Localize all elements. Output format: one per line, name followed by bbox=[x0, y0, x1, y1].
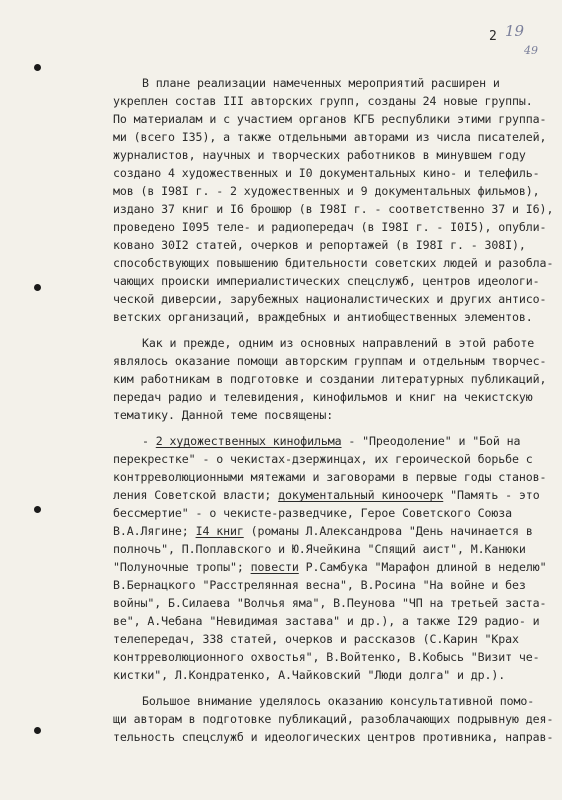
text-line: создано 4 художественных и I0 документальных кино- и телефиль- bbox=[113, 166, 540, 180]
page-number: 2 bbox=[489, 29, 497, 44]
text-line: бессмертие" - о чекисте-разведчике, Герое Советского Союза bbox=[113, 506, 513, 520]
text-line: мов (в I98I г. - 2 художественных и 9 документальных фильмов), bbox=[113, 184, 540, 198]
punch-hole bbox=[34, 506, 41, 513]
text-line: войны", Б.Силаева "Волчья яма", В.Пеунова "ЧП на третьей заста- bbox=[113, 596, 547, 610]
text-line: В.А.Лягине; I4 книг (романы Л.Александрова "День начинается в bbox=[113, 524, 533, 538]
text-line: Как и прежде, одним из основных направлений в этой работе bbox=[142, 336, 535, 350]
text-line: В.Бернацкого "Расстрелянная весна", В.Росина "На войне и без bbox=[113, 578, 526, 592]
text-line: кистки", Л.Кондратенко, А.Чайковский "Люди долга" и др.). bbox=[113, 668, 506, 682]
text-line: ветских организаций, враждебных и антиобщественных элементов. bbox=[113, 310, 533, 324]
text-line: По материалам и с участием органов КГБ республики этими группа- bbox=[113, 112, 547, 126]
text-line: В плане реализации намеченных мероприятий расширен и bbox=[142, 76, 500, 90]
text-line: способствующих повышению бдительности советских людей и разобла- bbox=[113, 256, 554, 270]
text-line: ве", А.Чебана "Невидимая застава" и др.), а также I29 радио- и bbox=[113, 614, 540, 628]
punch-hole bbox=[34, 64, 41, 71]
text-line: ми (всего I35), а также отдельными авторами из числа писателей, bbox=[113, 130, 547, 144]
text-line: перекрестке" - о чекистах-дзержинцах, их героической борьбе с bbox=[113, 452, 533, 466]
text-line: ким работникам в подготовке и создании литературных публикаций, bbox=[113, 372, 547, 386]
text-line: - 2 художественных кинофильма - "Преодоление" и "Бой на bbox=[142, 434, 521, 448]
text-line: ления Советской власти; документальный киноочерк "Память - это bbox=[113, 488, 540, 502]
text-line: ческой диверсии, зарубежных националистических и других антисо- bbox=[113, 292, 547, 306]
text-line: ковано 30I2 статей, очерков и репортажей (в I98I г. - 308I), bbox=[113, 238, 526, 252]
handwritten-page-mark-secondary: 49 bbox=[524, 44, 538, 57]
punch-hole bbox=[34, 727, 41, 734]
text-line: Большое внимание уделялось оказанию консультативной помо- bbox=[142, 694, 535, 708]
text-line: щи авторам в подготовке публикаций, разоблачающих подрывную дея- bbox=[113, 712, 554, 726]
punch-hole bbox=[34, 284, 41, 291]
text-line: контрреволюционного охвостья", В.Войтенко, В.Кобысь "Визит че- bbox=[113, 650, 540, 664]
text-line: проведено I095 теле- и радиопередач (в I98I г. - I0I5), опубли- bbox=[113, 220, 547, 234]
handwritten-page-mark: 19 bbox=[505, 22, 525, 40]
text-line: "Полуночные тропы"; повести Р.Самбука "Марафон длиной в неделю" bbox=[113, 560, 547, 574]
text-line: издано 37 книг и I6 брошюр (в I98I г. - соответственно 37 и I6), bbox=[113, 202, 554, 216]
text-line: передач радио и телевидения, кинофильмов и книг на чекистскую bbox=[113, 390, 533, 404]
text-line: полночь", П.Поплавского и Ю.Ячейкина "Спящий аист", М.Канюки bbox=[113, 542, 526, 556]
text-line: тематику. Данной теме посвящены: bbox=[113, 408, 334, 422]
text-line: контрреволюционными мятежами и заговорами в первые годы станов- bbox=[113, 470, 547, 484]
text-line: являлось оказание помощи авторским группам и отдельным творчес- bbox=[113, 354, 547, 368]
text-line: укреплен состав III авторских групп, созданы 24 новые группы. bbox=[113, 94, 533, 108]
text-line: журналистов, научных и творческих работников в минувшем году bbox=[113, 148, 526, 162]
text-line: телепередач, 338 статей, очерков и рассказов (С.Карин "Крах bbox=[113, 632, 519, 646]
text-line: тельность спецслужб и идеологических центров противника, направ- bbox=[113, 730, 554, 744]
text-line: чающих происки империалистических спецслужб, центров идеологи- bbox=[113, 274, 540, 288]
